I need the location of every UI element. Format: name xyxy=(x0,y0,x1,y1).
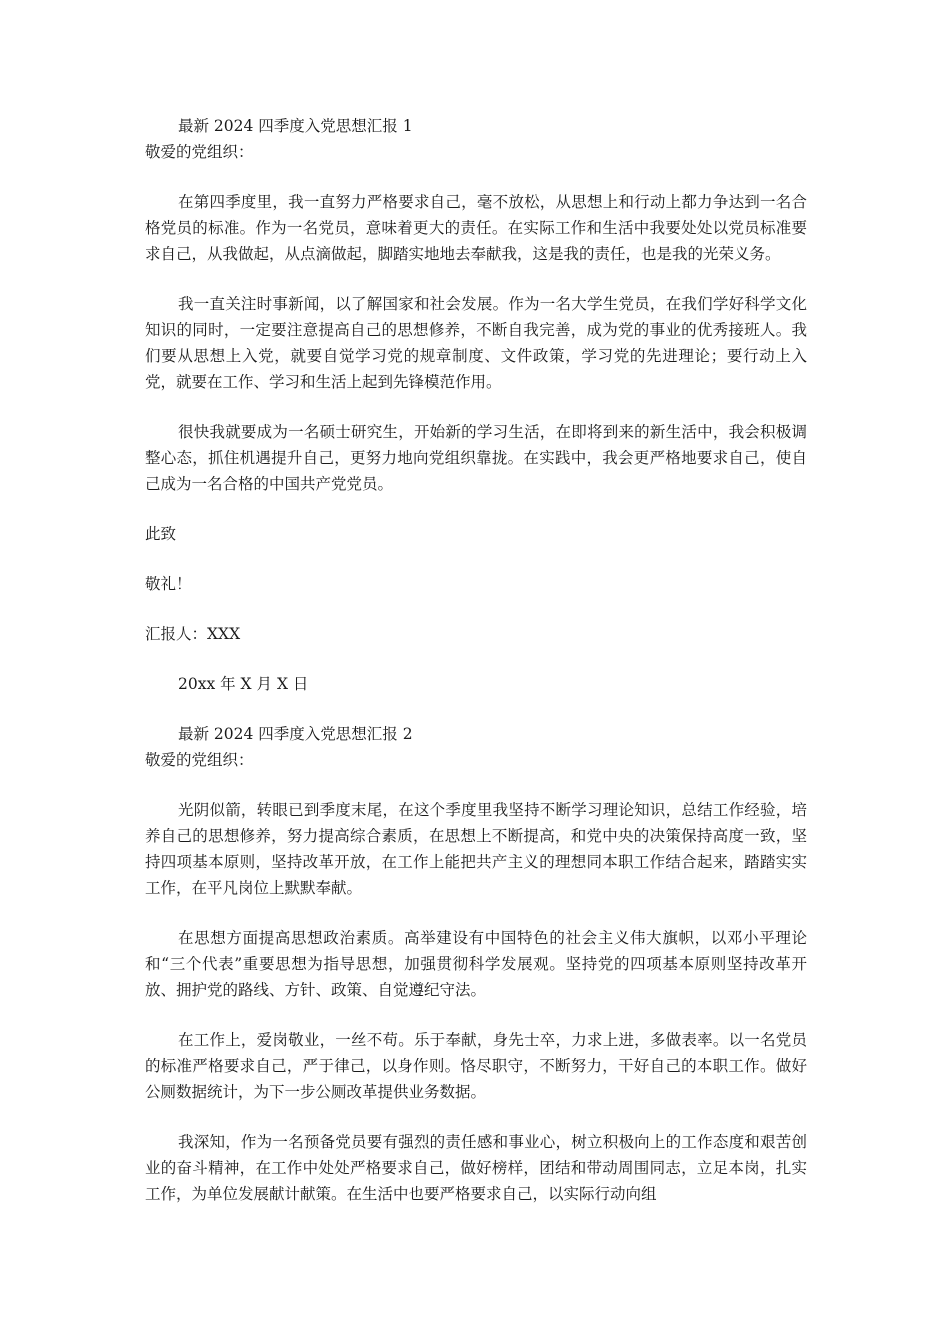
report-2-paragraph-2: 在思想方面提高思想政治素质。高举建设有中国特色的社会主义伟大旗帜，以邓小平理论和“三个代表”重要思想为指导思想，加强贯彻科学发展观。坚持党的四项基本原则坚持改革开放、拥护党的路线、方针、政策、自觉遵纪守法。 xyxy=(145,929,807,999)
report-2-paragraph-4: 我深知，作为一名预备党员要有强烈的责任感和事业心，树立积极向上的工作态度和艰苦创业的奋斗精神，在工作中处处严格要求自己，做好榜样，团结和带动周围同志，立足本岗，扎实工作，为单位发展献计献策。在生活中也要严格要求自己，以实际行动向组 xyxy=(145,1133,807,1203)
document-page xyxy=(145,113,807,1231)
report-1-paragraph-3: 很快我就要成为一名硕士研究生，开始新的学习生活，在即将到来的新生活中，我会积极调整心态，抓住机遇提升自己，更努力地向党组织靠拢。在实践中，我会更严格地要求自己，使自己成为一名合格的中国共产党党员。 xyxy=(145,423,807,493)
report-2-salutation: 敬爱的党组织： xyxy=(145,751,254,769)
report-2-paragraph-3: 在工作上，爱岗敬业，一丝不苟。乐于奉献，身先士卒，力求上进，多做表率。以一名党员的标准严格要求自己，严于律己，以身作则。恪尽职守，不断努力，干好自己的本职工作。做好公厕数据统计，为下一步公厕改革提供业务数据。 xyxy=(145,1031,807,1101)
report-1-paragraph-2: 我一直关注时事新闻，以了解国家和社会发展。作为一名大学生党员，在我们学好科学文化知识的同时，一定要注意提高自己的思想修养，不断自我完善，成为党的事业的优秀接班人。我们要从思想上入党，就要自觉学习党的规章制度、文件政策，学习党的先进理论；要行动上入党，就要在工作、学习和生活上起到先锋模范作用。 xyxy=(145,295,807,391)
report-1-closing-cizhi: 此致 xyxy=(145,525,177,543)
report-2-heading: 最新 2024 四季度入党思想汇报 2 xyxy=(178,725,413,743)
report-1-paragraph-1: 在第四季度里，我一直努力严格要求自己，毫不放松，从思想上和行动上都力争达到一名合格党员的标准。作为一名党员，意味着更大的责任。在实际工作和生活中我要处处以党员标准要求自己，从我做起，从点滴做起，脚踏实地地去奉献我，这是我的责任，也是我的光荣义务。 xyxy=(145,193,807,263)
report-2-paragraph-1: 光阴似箭，转眼已到季度末尾，在这个季度里我坚持不断学习理论知识，总结工作经验，培养自己的思想修养，努力提高综合素质，在思想上不断提高，和党中央的决策保持高度一致，坚持四项基本原则，坚持改革开放，在工作上能把共产主义的理想同本职工作结合起来，踏踏实实工作，在平凡岗位上默默奉献。 xyxy=(145,801,807,897)
report-1-date: 20xx 年 X 月 X 日 xyxy=(178,675,309,693)
report-1-heading: 最新 2024 四季度入党思想汇报 1 xyxy=(178,117,413,135)
report-1-salutation: 敬爱的党组织： xyxy=(145,143,254,161)
report-1-reporter: 汇报人：XXX xyxy=(145,625,241,643)
report-1-closing-jingli: 敬礼！ xyxy=(145,575,192,593)
